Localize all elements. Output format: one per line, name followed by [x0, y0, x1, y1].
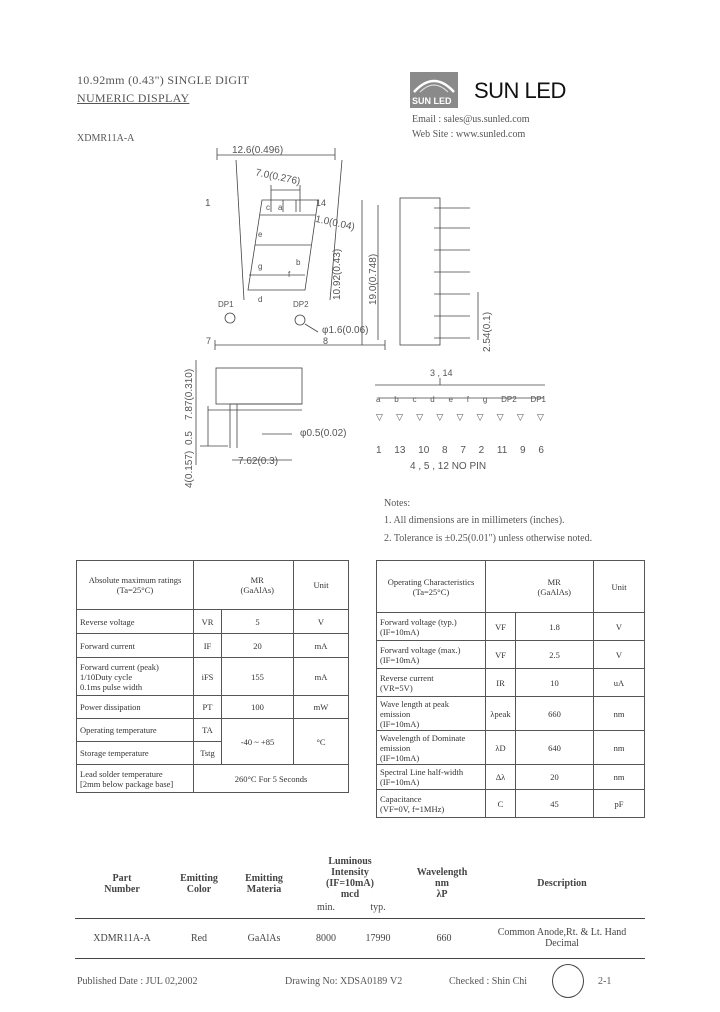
row-color: Red — [190, 933, 208, 944]
col-wavelength: Wavelength nm λP — [416, 867, 468, 900]
diode-icon: ▽ — [396, 412, 404, 422]
notes-title: Notes: — [384, 498, 411, 509]
abs-val: 260°C For 5 Seconds — [194, 765, 349, 793]
abs-sym: PT — [194, 696, 222, 719]
pin-label-7: 7 — [206, 336, 212, 346]
row-wavelength: 660 — [436, 933, 452, 944]
seg-f: f — [288, 270, 291, 279]
abs-unit: V — [294, 610, 349, 634]
abs-header-blank — [194, 561, 222, 610]
abs-param: Storage temperature — [77, 742, 194, 765]
pin-number: 8 — [442, 445, 448, 456]
title-line-1: 10.92mm (0.43") SINGLE DIGIT — [77, 73, 250, 87]
op-header-blank — [486, 561, 516, 613]
page-number: 2-1 — [598, 976, 612, 987]
diode-icon: ▽ — [476, 412, 484, 422]
op-param: Forward voltage (typ.) (IF=10mA) — [377, 613, 486, 641]
common-pins: 3 , 14 — [430, 368, 453, 378]
op-header-mr: MR (GaAlAs) — [516, 561, 594, 613]
op-unit: V — [594, 641, 645, 669]
abs-param: Operating temperature — [77, 719, 194, 742]
abs-sym: VR — [194, 610, 222, 634]
op-unit: nm — [594, 731, 645, 765]
abs-unit: °C — [294, 719, 349, 765]
led-symbols-row — [376, 412, 544, 423]
op-val: 1.8 — [516, 613, 594, 641]
pin-number: 9 — [520, 445, 526, 456]
note-1: 1. All dimensions are in millimeters (inches). — [384, 515, 565, 526]
dim-digit-height: 10.92(0.43) — [332, 248, 343, 300]
seg-a: a — [278, 203, 283, 212]
row-description: Common Anode,Rt. & Lt. Hand Decimal — [497, 927, 627, 949]
row-min: 8000 — [316, 933, 336, 944]
abs-header-mr: MR (GaAlAs) — [222, 561, 294, 610]
col-description: Description — [537, 878, 587, 889]
abs-sym: TA — [194, 719, 222, 742]
segment-labels-row — [376, 395, 546, 404]
op-val: 20 — [516, 765, 594, 790]
approval-stamp-icon — [552, 964, 584, 998]
pin-label-8: 8 — [323, 336, 329, 346]
abs-unit: mA — [294, 658, 349, 696]
diode-icon: ▽ — [376, 412, 383, 422]
diode-icon: ▽ — [516, 412, 524, 422]
op-param: Forward voltage (max.) (IF=10mA) — [377, 641, 486, 669]
row-typ: 17990 — [365, 933, 391, 944]
abs-sym: iFS — [194, 658, 222, 696]
pin-number: 7 — [460, 445, 466, 456]
dim-seg-gap: 1.0(0.04) — [314, 213, 356, 234]
pin-number: 2 — [478, 445, 485, 456]
op-sym: Δλ — [486, 765, 516, 790]
pin-label-1: 1 — [205, 198, 211, 209]
col-min: min. — [316, 902, 336, 913]
op-header-unit: Unit — [594, 561, 645, 613]
dim-pitch: 2.54(0.1) — [482, 311, 493, 352]
pin-numbers-row — [376, 445, 544, 456]
diode-icon: ▽ — [496, 412, 504, 422]
logo-small-text: SUN LED — [412, 96, 452, 106]
abs-param: Forward current — [77, 634, 194, 658]
seg-b: b — [296, 258, 301, 267]
op-val: 45 — [516, 790, 594, 818]
op-unit: uA — [594, 669, 645, 697]
abs-val: 100 — [222, 696, 294, 719]
no-pin-label: 4 , 5 , 12 NO PIN — [410, 461, 487, 472]
operating-table — [376, 560, 645, 818]
abs-header-param: Absolute maximum ratings (Ta=25°C) — [77, 561, 194, 610]
op-param: Wave length at peak emission (IF=10mA) — [377, 697, 486, 731]
brand-name: SUN LED — [474, 78, 566, 103]
op-sym: VF — [486, 641, 516, 669]
dim-pin-dia: φ1.6(0.06) — [322, 325, 369, 336]
dp-right-label: DP2 — [293, 300, 309, 309]
pin-number: 11 — [496, 445, 508, 456]
abs-param: Lead solder temperature [2mm below package base] — [77, 765, 194, 793]
dp-left-label: DP1 — [218, 300, 234, 309]
op-sym: VF — [486, 613, 516, 641]
op-val: 2.5 — [516, 641, 594, 669]
seg-c: c — [266, 203, 270, 212]
note-2: 2. Tolerance is ±0.25(0.01") unless otherwise noted. — [384, 533, 593, 544]
segment-label: c — [412, 395, 417, 404]
part-table-divider — [75, 918, 645, 919]
dim-pin-end: φ0.5(0.02) — [300, 428, 347, 439]
abs-param: Forward current (peak) 1/10Duty cycle 0.1ms pulse width — [77, 658, 194, 696]
segment-label: a — [376, 395, 381, 404]
op-param: Wavelength of Dominate emission (IF=10mA) — [377, 731, 486, 765]
pin-number: 1 — [376, 445, 382, 456]
abs-sym: IF — [194, 634, 222, 658]
abs-param: Power dissipation — [77, 696, 194, 719]
op-param: Capacitance (VF=0V, f=1MHz) — [377, 790, 486, 818]
abs-unit: mW — [294, 696, 349, 719]
diode-icon: ▽ — [436, 412, 444, 422]
pin-number: 6 — [538, 445, 544, 456]
segment-label: f — [466, 395, 470, 404]
op-param: Reverse current (VR=5V) — [377, 669, 486, 697]
abs-header-unit: Unit — [294, 561, 349, 610]
pin-number: 10 — [418, 445, 430, 456]
abs-unit: mA — [294, 634, 349, 658]
op-sym: C — [486, 790, 516, 818]
pin-label-14: 14 — [316, 198, 327, 208]
email-text: Email : sales@us.sunled.com — [412, 114, 530, 125]
dim-body-height: 19.0(0.748) — [368, 253, 379, 305]
segment-label: b — [394, 395, 399, 404]
drawing-number: Drawing No: XDSA0189 — [285, 976, 388, 987]
abs-max-table — [76, 560, 349, 793]
segment-label: DP2 — [501, 395, 517, 404]
col-part: Part Number — [104, 873, 140, 895]
part-table-bottom-divider — [75, 958, 645, 959]
op-sym: IR — [486, 669, 516, 697]
abs-val: -40 ~ +85 — [222, 719, 294, 765]
abs-val: 5 — [222, 610, 294, 634]
dim-row-spacing: 7.62(0.3) — [238, 456, 279, 467]
pin-number: 13 — [394, 445, 406, 456]
op-unit: nm — [594, 697, 645, 731]
dim-lead-length: 4(0.157) — [184, 450, 195, 488]
diode-icon: ▽ — [456, 412, 464, 422]
seg-e: e — [258, 230, 263, 239]
op-unit: V — [594, 613, 645, 641]
title-line-2: NUMERIC DISPLAY — [77, 91, 190, 105]
col-color: Emitting Color — [180, 873, 218, 895]
abs-sym: Tstg — [194, 742, 222, 765]
segment-label: e — [448, 395, 453, 404]
op-val: 660 — [516, 697, 594, 731]
op-sym: λpeak — [486, 697, 516, 731]
op-sym: λD — [486, 731, 516, 765]
checked-by: Checked : Shin Chi — [449, 976, 528, 987]
published-date: Published Date : JUL 02,2002 — [77, 976, 198, 987]
abs-param: Reverse voltage — [77, 610, 194, 634]
op-unit: nm — [594, 765, 645, 790]
diode-icon: ▽ — [416, 412, 424, 422]
dim-seg-width: 7.0(0.276) — [254, 167, 302, 188]
col-intensity: Luminous Intensity (IF=10mA) mcd — [326, 856, 374, 900]
website-text: Web Site : www.sunled.com — [412, 129, 526, 140]
seg-g: g — [258, 262, 263, 271]
version: V2 — [390, 976, 403, 987]
col-material: Emitting Materia — [245, 873, 283, 895]
row-material: GaAlAs — [247, 933, 281, 944]
dim-lead: 0.5 — [184, 431, 195, 445]
op-unit: pF — [594, 790, 645, 818]
segment-label: d — [430, 395, 435, 404]
dim-side-height: 7.87(0.310) — [184, 368, 195, 420]
col-typ: typ. — [370, 902, 386, 913]
seg-d: d — [258, 295, 263, 304]
op-header-param: Operating Characteristics (Ta=25°C) — [377, 561, 486, 613]
diode-icon: ▽ — [537, 412, 544, 422]
abs-val: 155 — [222, 658, 294, 696]
dim-width: 12.6(0.496) — [232, 145, 284, 156]
op-val: 640 — [516, 731, 594, 765]
part-number: XDMR11A-A — [77, 133, 135, 144]
op-param: Spectral Line half-width (IF=10mA) — [377, 765, 486, 790]
segment-label: g — [482, 395, 488, 404]
abs-val: 20 — [222, 634, 294, 658]
segment-label: DP1 — [530, 395, 546, 404]
op-val: 10 — [516, 669, 594, 697]
row-part: XDMR11A-A — [93, 933, 151, 944]
